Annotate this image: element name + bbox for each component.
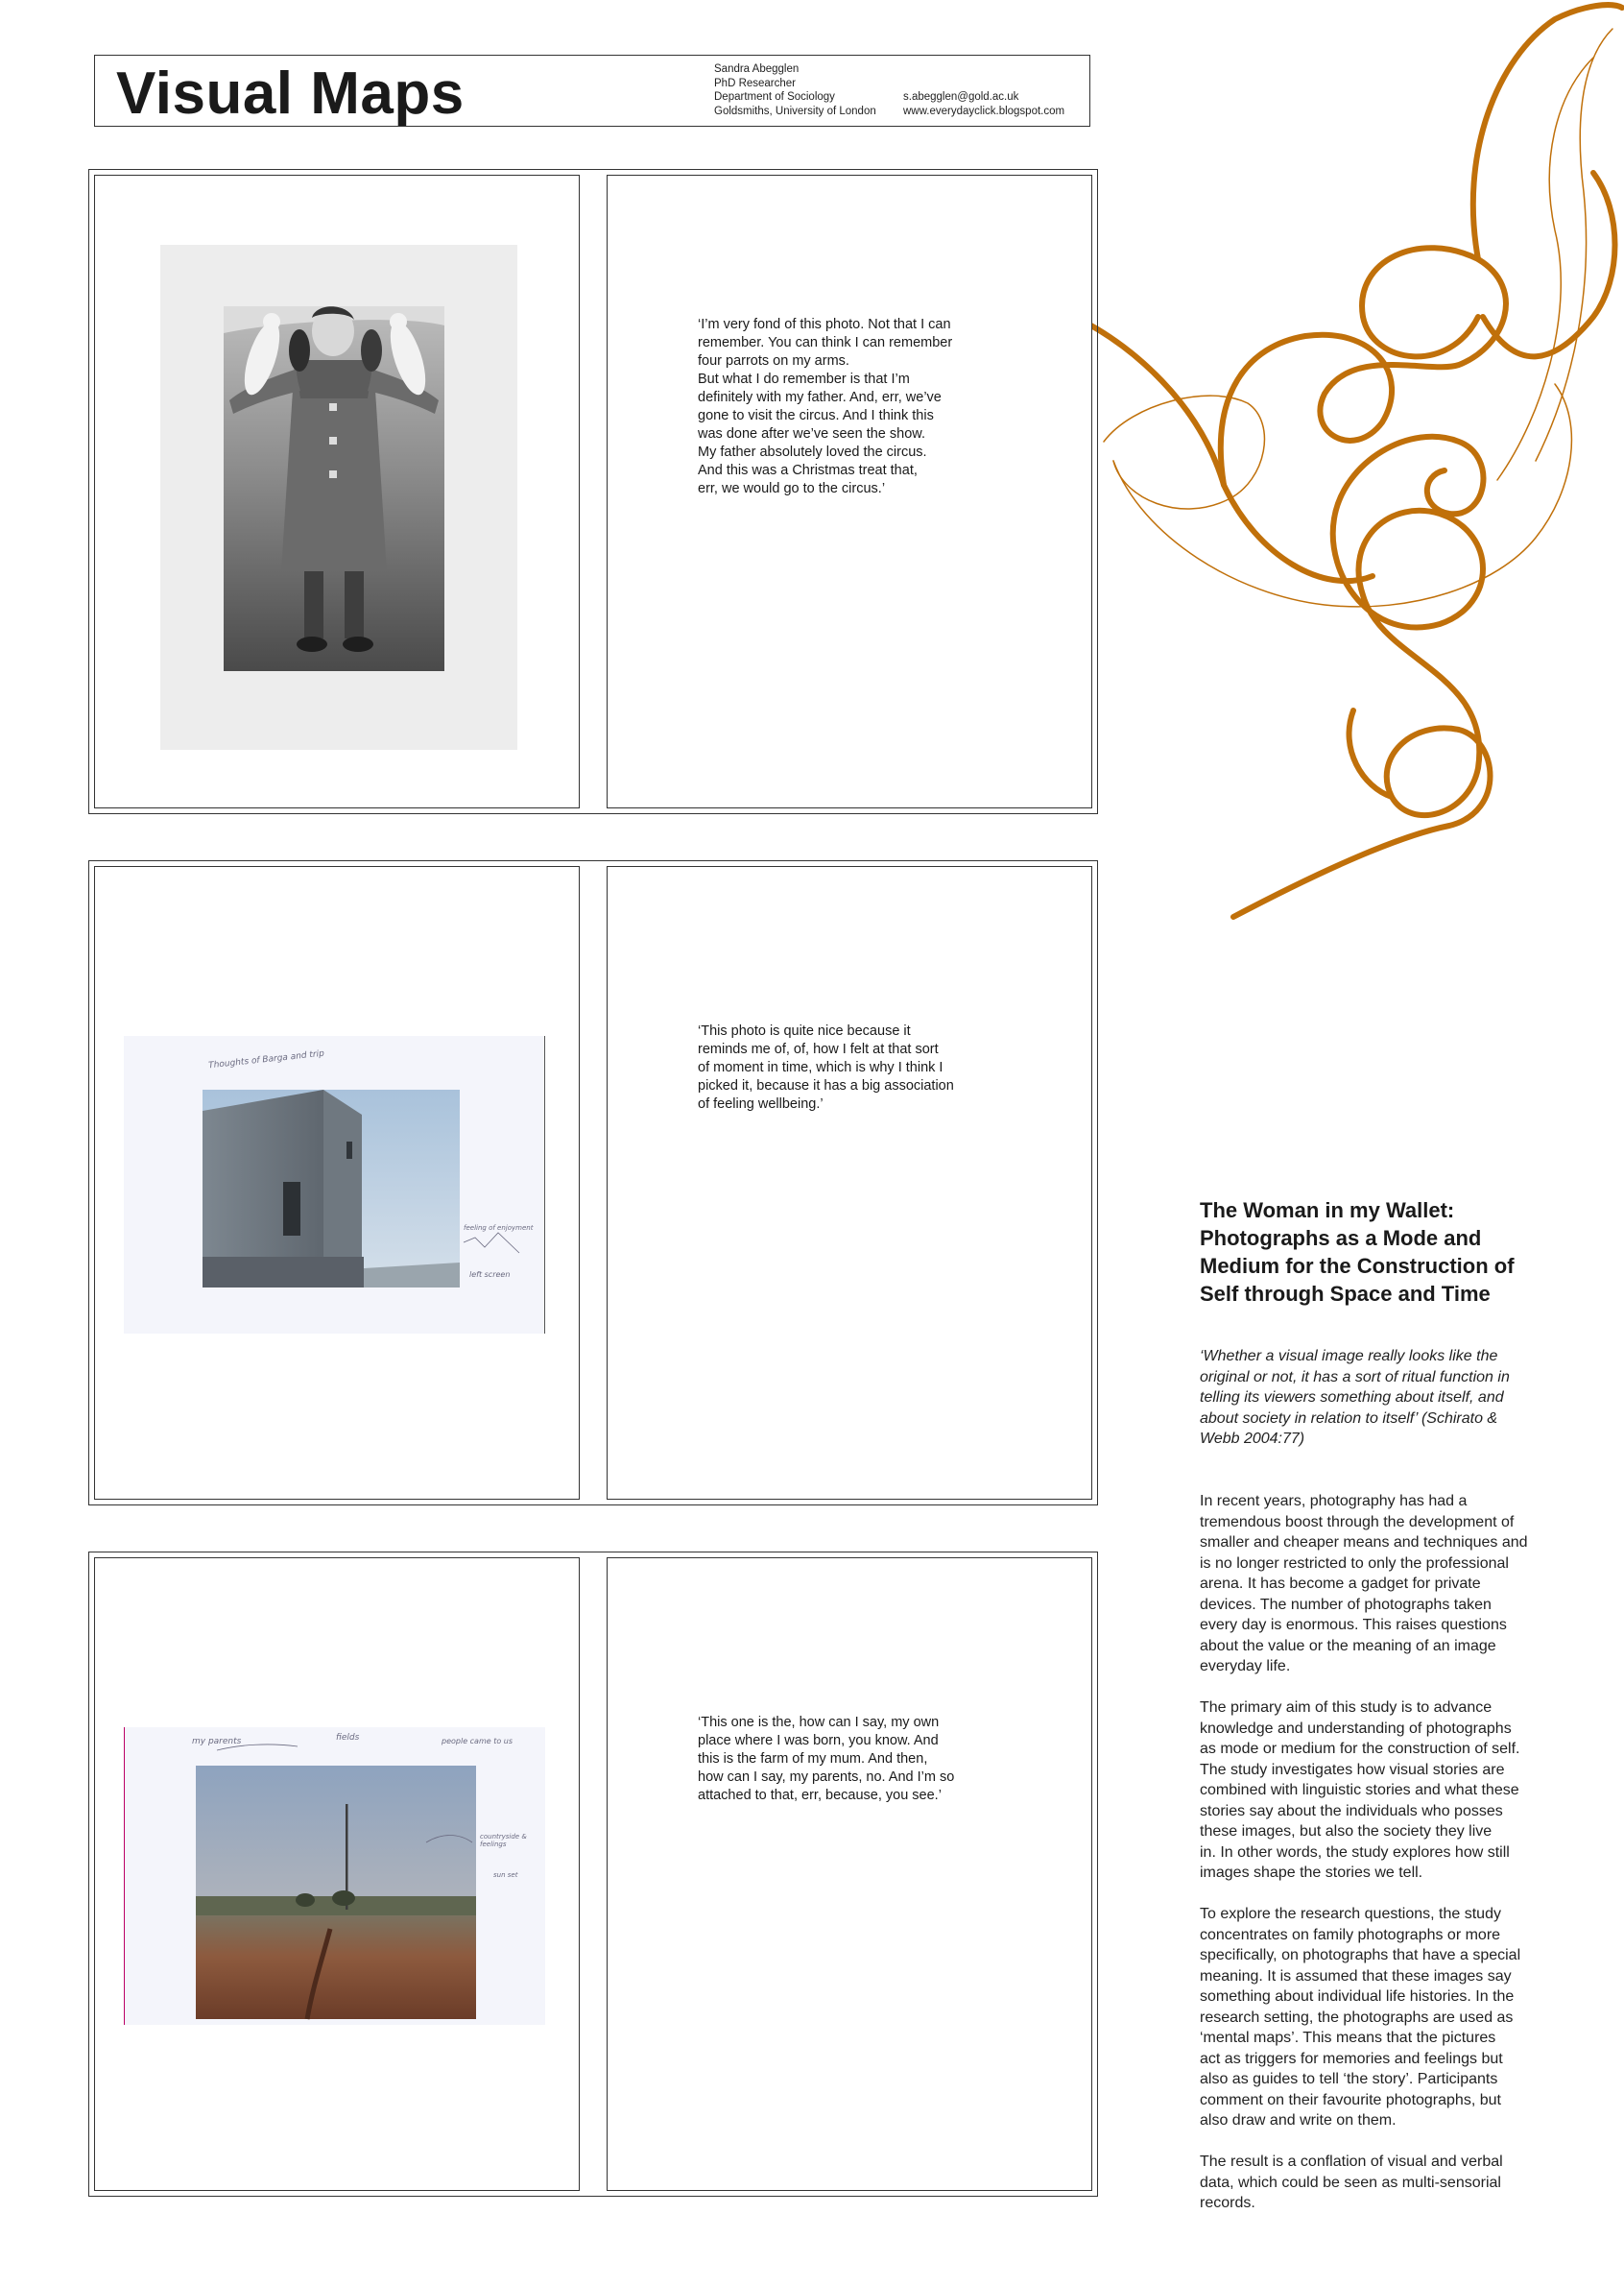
annotation: people came to us	[442, 1737, 513, 1745]
body-line: about the value or the meaning of an image	[1200, 1637, 1496, 1654]
quote-panel-3	[607, 1557, 1092, 2191]
body-paragraph-2	[1200, 1697, 1579, 1884]
quote-line: how can I say, my parents, no. And I’m so	[698, 1769, 955, 1785]
epigraph-line: ‘Whether a visual image really looks like the	[1200, 1348, 1498, 1364]
farm-photo	[124, 1727, 545, 2025]
quote-line: was done after we’ve seen the show.	[698, 426, 925, 442]
author-role: PhD Researcher	[714, 77, 797, 89]
body-paragraph-3	[1200, 1904, 1579, 2131]
quote-line: four parrots on my arms.	[698, 353, 849, 369]
building-photo-image	[124, 1036, 544, 1334]
body-line: combined with linguistic stories and what these	[1200, 1782, 1519, 1798]
annotation: feeling of enjoyment	[464, 1224, 534, 1232]
body-line: The primary aim of this study is to advance	[1200, 1699, 1493, 1716]
author-department: Department of Sociology	[714, 91, 835, 103]
body-line: The result is a conflation of visual and verbal	[1200, 2154, 1503, 2170]
quote-3	[698, 1714, 1091, 1805]
quote-line: of moment in time, which is why I think I	[698, 1060, 943, 1075]
body-line: images shape the stories we tell.	[1200, 1865, 1423, 1881]
body-line: ‘mental maps’. This means that the pictures	[1200, 2030, 1496, 2046]
photo-panel-1	[94, 175, 580, 808]
sidebar-epigraph	[1200, 1346, 1574, 1450]
body-line: arena. It has become a gadget for private	[1200, 1576, 1481, 1592]
body-line: also as guides to tell ‘the story’. Participants	[1200, 2071, 1498, 2087]
farm-photo-image	[125, 1727, 545, 2025]
body-line: concentrates on family photographs or more	[1200, 1926, 1501, 1943]
body-paragraph-4	[1200, 2152, 1579, 2214]
quote-line: ‘I’m very fond of this photo. Not that I can	[698, 317, 951, 332]
quote-1	[698, 316, 1091, 498]
sidebar-title	[1200, 1196, 1584, 1308]
quote-panel-1	[607, 175, 1092, 808]
annotation: my parents	[192, 1737, 242, 1746]
quote-line: But what I do remember is that I’m	[698, 372, 910, 387]
body-line: act as triggers for memories and feelings but	[1200, 2050, 1503, 2067]
annotation: left screen	[469, 1270, 511, 1279]
body-line: something about individual life histories. In the	[1200, 1988, 1515, 2005]
body-line: these images, but also the society they live	[1200, 1823, 1493, 1840]
body-line: specifically, on photographs that have a special	[1200, 1947, 1521, 1963]
photo-panel-3	[94, 1557, 580, 2191]
epigraph-line: original or not, it has a sort of ritual function in	[1200, 1368, 1510, 1385]
sidebar-title-line: Medium for the Construction of	[1200, 1254, 1515, 1278]
quote-line: definitely with my father. And, err, we’ve	[698, 390, 942, 405]
quote-line: place where I was born, you know. And	[698, 1733, 939, 1748]
quote-panel-2	[607, 866, 1092, 1500]
author-name: Sandra Abegglen	[714, 63, 800, 75]
body-line: knowledge and understanding of photographs	[1200, 1720, 1512, 1737]
sidebar-title-line: Self through Space and Time	[1200, 1282, 1491, 1306]
sidebar-title-line: The Woman in my Wallet:	[1200, 1198, 1455, 1222]
quote-line: gone to visit the circus. And I think this	[698, 408, 934, 423]
body-line: comment on their favourite photographs, but	[1200, 2091, 1501, 2108]
body-line: records.	[1200, 2195, 1255, 2211]
author-blog[interactable]: www.everydayclick.blogspot.com	[903, 105, 1065, 117]
annotation: Thoughts of Barga and trip	[207, 1048, 325, 1071]
quote-line: picked it, because it has a big association	[698, 1078, 954, 1094]
sidebar-body	[1200, 1491, 1579, 2234]
circus-photo	[160, 245, 517, 750]
body-line: every day is enormous. This raises questions	[1200, 1617, 1507, 1633]
annotation: countryside & feelings	[480, 1833, 527, 1848]
quote-line: My father absolutely loved the circus.	[698, 445, 927, 460]
quote-line: reminds me of, of, how I felt at that sort	[698, 1042, 939, 1057]
quote-2	[698, 1023, 1091, 1114]
body-line: stories say about the individuals who posses	[1200, 1802, 1503, 1819]
body-line: tremendous boost through the development of	[1200, 1513, 1515, 1530]
building-photo	[124, 1036, 545, 1334]
quote-line: And this was a Christmas treat that,	[698, 463, 918, 478]
body-line: devices. The number of photographs taken	[1200, 1596, 1492, 1613]
author-institution: Goldsmiths, University of London	[714, 105, 876, 117]
body-line: research setting, the photographs are used as	[1200, 2009, 1514, 2026]
body-line: smaller and cheaper means and techniques and	[1200, 1534, 1528, 1551]
body-line: everyday life.	[1200, 1658, 1291, 1674]
body-line: data, which could be seen as multi-sensorial	[1200, 2174, 1501, 2191]
quote-line: err, we would go to the circus.’	[698, 481, 886, 496]
body-line: In recent years, photography has had a	[1200, 1493, 1468, 1509]
epigraph-line: about society in relation to itself’ (Schirato &	[1200, 1409, 1498, 1427]
quote-line: attached to that, err, because, you see.’	[698, 1788, 942, 1803]
body-line: also draw and write on them.	[1200, 2112, 1397, 2129]
author-email[interactable]: s.abegglen@gold.ac.uk	[903, 91, 1019, 103]
photo-panel-2	[94, 866, 580, 1500]
body-line: The study investigates how visual stories are	[1200, 1761, 1505, 1778]
quote-line: ‘This photo is quite nice because it	[698, 1023, 911, 1039]
epigraph-line: telling its viewers something about itself, and	[1200, 1389, 1504, 1406]
quote-line: ‘This one is the, how can I say, my own	[698, 1715, 940, 1730]
body-line: in. In other words, the study explores how still	[1200, 1843, 1510, 1861]
sidebar-title-line: Photographs as a Mode and	[1200, 1226, 1482, 1250]
body-paragraph-1	[1200, 1491, 1579, 1677]
quote-line: of feeling wellbeing.’	[698, 1096, 824, 1112]
circus-photo-image	[160, 245, 517, 750]
annotation: fields	[336, 1733, 360, 1743]
poster-title: Visual Maps	[116, 60, 465, 127]
quote-line: this is the farm of my mum. And then,	[698, 1751, 928, 1767]
quote-line: remember. You can think I can remember	[698, 335, 953, 350]
annotation: sun set	[493, 1871, 518, 1879]
body-line: is no longer restricted to only the professional	[1200, 1554, 1509, 1572]
epigraph-line: Webb 2004:77)	[1200, 1431, 1305, 1447]
body-line: To explore the research questions, the study	[1200, 1906, 1501, 1922]
body-line: as mode or medium for the construction of self.	[1200, 1741, 1520, 1757]
body-line: meaning. It is assumed that these images say	[1200, 1967, 1512, 1985]
